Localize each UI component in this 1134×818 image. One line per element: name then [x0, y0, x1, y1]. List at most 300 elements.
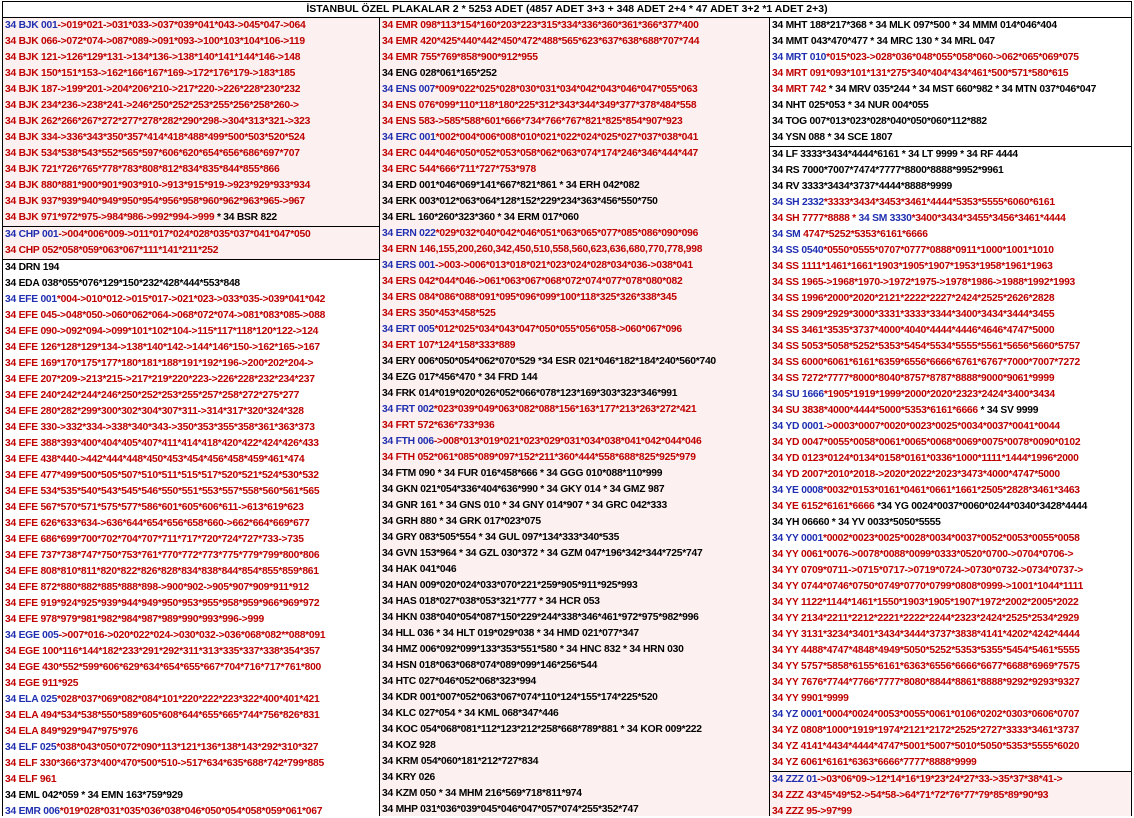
plate-line: [772, 179, 1129, 195]
plate-numbers: 34 HSN 018*063*068*074*089*099*146*256*544: [382, 660, 598, 671]
plate-numbers: 34 BJK 121->126*129*131->134*136->138*140*141*144*146->148: [5, 52, 301, 63]
plate-series-start: 34 EFE 001: [5, 294, 57, 305]
plate-series-start: 34 EMR 006: [5, 806, 60, 816]
plate-line: [5, 194, 377, 210]
plate-list-sheet: [2, 1, 1132, 816]
plate-numbers: 34 ELF 330*366*373*400*470*500*510->517*634*635*688*742*799*885: [5, 758, 324, 769]
plate-numbers: * 34 BSR 822: [214, 212, 277, 223]
plate-numbers: 34 GNR 161 * 34 GNS 010 * 34 GNY 014*907 * 34 GRC 042*333: [382, 500, 667, 511]
plate-numbers: 34 HAK 041*046: [382, 564, 457, 575]
plate-numbers: 34 EFE 534*535*540*543*545*546*550*551*553*557*558*560*561*565: [5, 486, 320, 497]
plate-numbers: *1905*1919*1999*2000*2020*2323*2424*3400*3434: [823, 389, 1055, 400]
plate-line: [382, 770, 767, 786]
plate-line: [5, 130, 377, 146]
plate-numbers: *004->010*012->015*017->021*023->033*035->039*041*042: [56, 294, 326, 305]
plate-line: [382, 354, 767, 370]
plate-numbers: 34 EFE 090->092*094->099*101*102*104->115*117*118*120*122->124: [5, 326, 319, 337]
plate-numbers: 34 BJK 066->072*074->087*089->091*093->100*103*104*106->119: [5, 36, 305, 47]
plate-line: [772, 34, 1129, 50]
plate-line: [382, 322, 767, 338]
plate-block: [3, 260, 379, 816]
plate-numbers: 34 GVN 153*964 * 34 GZL 030*372 * 34 GZM 047*196*342*344*725*747: [382, 548, 703, 559]
plate-line: [5, 114, 377, 130]
plate-line: [382, 370, 767, 386]
plate-numbers: 34 ERL 160*260*323*360 * 34 ERM 017*060: [382, 212, 579, 223]
plate-line: [382, 642, 767, 658]
plate-series-start: 34 SU 1666: [772, 389, 824, 400]
plate-numbers: *3333*3434*3453*3461*4444*5353*5555*6060*6161: [823, 197, 1055, 208]
plate-series-start: 34 YE 0008: [772, 485, 824, 496]
plate-line: [382, 658, 767, 674]
plate-line: [382, 594, 767, 610]
plate-line: [382, 674, 767, 690]
column-3: [770, 18, 1131, 816]
plate-line: [772, 82, 1129, 98]
plate-line: [772, 611, 1129, 627]
plate-line: [382, 466, 767, 482]
plate-numbers: 34 HLL 036 * 34 HLT 019*029*038 * 34 HMD 021*077*347: [382, 628, 639, 639]
plate-line: [382, 386, 767, 402]
plate-line: [382, 706, 767, 722]
plate-line: [5, 756, 377, 772]
plate-numbers: 34 SS 3461*3535*3737*4000*4040*4444*4446*4646*4747*5000: [772, 325, 1055, 336]
plate-series-start: 34 SM: [772, 229, 801, 240]
plate-numbers: ->019*021->031*033->037*039*041*043->045*047->064: [57, 20, 306, 31]
plate-numbers: 34 ERD 001*046*069*141*667*821*861 * 34 ERH 042*082: [382, 180, 640, 191]
plate-numbers: 34 ZZZ 95->97*99: [772, 806, 852, 816]
plate-line: [5, 98, 377, 114]
plate-line: [772, 691, 1129, 707]
plate-line: [5, 260, 377, 276]
plate-numbers: 34 RV 3333*3434*3737*4444*8888*9999: [772, 181, 953, 192]
plate-numbers: 34 YD 0047*0055*0058*0061*0065*0068*0069*0075*0078*0090*0102: [772, 437, 1081, 448]
plate-numbers: 34 ENS 583->585*588*601*666*734*766*767*821*825*854*907*923: [382, 116, 683, 127]
plate-block: [770, 18, 1131, 147]
plate-line: [382, 578, 767, 594]
plate-line: [5, 162, 377, 178]
plate-line: [5, 612, 377, 628]
plate-numbers: 34 HAN 009*020*024*033*070*221*259*905*911*925*993: [382, 580, 638, 591]
plate-line: [5, 548, 377, 564]
plate-line: [382, 418, 767, 434]
plate-numbers: ->004*006*009->011*017*024*028*035*037*041*047*050: [58, 229, 311, 240]
plate-numbers: 34 YZ 6061*6161*6363*6666*7777*8888*9999: [772, 757, 977, 768]
plate-line: [382, 530, 767, 546]
plate-line: [5, 276, 377, 292]
plate-line: [382, 98, 767, 114]
plate-numbers: 34 RS 7000*7007*7474*7777*8800*8888*9952*9961: [772, 165, 1004, 176]
plate-line: [772, 275, 1129, 291]
plate-numbers: 34 EFE 240*242*244*246*250*252*253*255*257*258*272*275*277: [5, 390, 300, 401]
plate-line: [382, 178, 767, 194]
plate-line: [772, 163, 1129, 179]
plate-line: [772, 563, 1129, 579]
plate-line: [772, 499, 1129, 515]
plate-line: [382, 82, 767, 98]
page-title: İSTANBUL ÖZEL PLAKALAR 2 * 5253 ADET (4857 ADET 3+3 + 348 ADET 2+4 * 47 ADET 3+2 *1 ADET 2+3): [3, 2, 1131, 18]
plate-series-start: 34 ELA 025: [5, 694, 58, 705]
plate-line: [772, 739, 1129, 755]
plate-line: [382, 610, 767, 626]
plate-line: [382, 290, 767, 306]
plate-line: [772, 643, 1129, 659]
plate-numbers: 34 ERK 003*012*063*064*128*152*229*234*363*456*550*750: [382, 196, 658, 207]
plate-numbers: 34 EFE 626*633*634->636*644*654*656*658*660->662*664*669*677: [5, 518, 310, 529]
plate-line: [382, 34, 767, 50]
plate-numbers: 34 YE 6152*6161*6666: [772, 501, 875, 512]
plate-numbers: *0550*0555*0707*0777*0888*0911*1000*1001*1010: [823, 245, 1054, 256]
plate-numbers: 34 MHT 188*217*368 * 34 MLK 097*500 * 34 MMM 014*046*404: [772, 20, 1057, 31]
plate-numbers: 34 YSN 088 * 34 SCE 1807: [772, 132, 893, 143]
plate-line: [5, 146, 377, 162]
plate-numbers: *023*039*049*063*082*088*156*163*177*213*263*272*421: [433, 404, 697, 415]
plate-line: [5, 324, 377, 340]
plate-line: [772, 18, 1129, 34]
plate-numbers: 34 YH 06660 * 34 YV 0033*5050*5555: [772, 517, 941, 528]
plate-line: [382, 754, 767, 770]
plate-line: [382, 258, 767, 274]
plate-line: [772, 659, 1129, 675]
plate-numbers: * 34 SV 9999: [977, 405, 1039, 416]
plate-line: [382, 786, 767, 802]
plate-numbers: * 34 MRV 035*244 * 34 MST 660*982 * 34 MTN 037*046*047: [826, 84, 1097, 95]
plate-numbers: 34 EGE 100*116*144*182*233*291*292*311*313*335*337*338*354*357: [5, 646, 320, 657]
plate-line: [772, 98, 1129, 114]
plate-line: [382, 738, 767, 754]
plate-line: [382, 18, 767, 34]
plate-line: [5, 580, 377, 596]
plate-numbers: 34 ERS 084*086*088*091*095*096*099*100*118*325*326*338*345: [382, 292, 677, 303]
plate-line: [382, 802, 767, 816]
plate-line: [772, 419, 1129, 435]
plate-line: [382, 274, 767, 290]
plate-line: [5, 708, 377, 724]
plate-numbers: 34 EFE 477*499*500*505*507*510*511*515*517*520*521*524*530*532: [5, 470, 319, 481]
plate-line: [772, 387, 1129, 403]
plate-line: [772, 451, 1129, 467]
plate-numbers: 34 HAS 018*027*038*053*321*777 * 34 HCR 053: [382, 596, 600, 607]
plate-line: [772, 211, 1129, 227]
plate-line: [5, 532, 377, 548]
plate-series-start: 34 YD 0001: [772, 421, 824, 432]
plate-line: [772, 291, 1129, 307]
plate-numbers: 34 SU 3838*4000*4444*5000*5353*6161*6666: [772, 405, 978, 416]
plate-numbers: 34 KLC 027*054 * 34 KML 068*347*446: [382, 708, 559, 719]
plate-block: [770, 147, 1131, 772]
plate-numbers: *0032*0153*0161*0461*0661*1661*2505*2828*3461*3463: [823, 485, 1080, 496]
plate-numbers: 34 MRT 091*093*101*131*275*340*404*434*461*500*571*580*615: [772, 68, 1069, 79]
plate-line: [772, 467, 1129, 483]
plate-numbers: 34 BJK 234*236->238*241->246*250*252*253*255*256*258*260->: [5, 100, 299, 111]
plate-line: [382, 210, 767, 226]
plate-numbers: ->003->006*013*018*021*023*024*028*034*036->038*041: [435, 260, 693, 271]
plate-numbers: 34 YY 3131*3234*3401*3434*3444*3737*3838*4141*4202*4242*4444: [772, 629, 1080, 640]
plate-line: [382, 722, 767, 738]
plate-numbers: 34 HMZ 006*092*099*133*353*551*580 * 34 HNC 832 * 34 HRN 030: [382, 644, 684, 655]
plate-line: [382, 498, 767, 514]
plate-numbers: 34 MHP 031*036*039*045*046*047*057*074*255*352*747: [382, 804, 639, 815]
plate-line: [5, 66, 377, 82]
plate-numbers: 34 EFE 919*924*925*939*944*949*950*953*955*958*959*966*969*972: [5, 598, 320, 609]
plate-line: [5, 644, 377, 660]
plate-block: [770, 772, 1131, 816]
plate-numbers: 34 KDR 001*007*052*063*067*074*110*124*155*174*225*520: [382, 692, 658, 703]
plate-line: [772, 323, 1129, 339]
plate-line: [772, 723, 1129, 739]
plate-numbers: 34 EFE 808*810*811*820*822*826*828*834*838*844*854*855*859*861: [5, 566, 319, 577]
plate-numbers: 34 SS 1965->1968*1970->1972*1975->1978*1986->1988*1992*1993: [772, 277, 1076, 288]
plate-series-start: 34 ZZZ 01: [772, 774, 818, 785]
plate-numbers: *019*028*031*035*036*038*046*050*054*058*059*061*067: [59, 806, 323, 816]
plate-series-start: 34 FTH 006: [382, 436, 434, 447]
plate-line: [382, 130, 767, 146]
plate-line: [772, 755, 1129, 771]
plate-series-start: 34 YZ 0001: [772, 709, 823, 720]
plate-line: [772, 531, 1129, 547]
plate-line: [5, 484, 377, 500]
plate-numbers: 34 ERN 146,155,200,260,342,450,510,558,560,623,636,680,770,778,998: [382, 244, 703, 255]
plate-numbers: 34 ERT 107*124*158*333*889: [382, 340, 516, 351]
plate-line: [5, 243, 377, 259]
plate-numbers: 34 BJK 150*151*153->162*166*167*169->172*176*179->183*185: [5, 68, 296, 79]
plate-line: [772, 130, 1129, 146]
plate-line: [5, 210, 377, 226]
plate-numbers: 34 FRT 572*636*733*936: [382, 420, 495, 431]
plate-series-start: 34 ELF 025: [5, 742, 57, 753]
plate-numbers: 34 YZ 0808*1000*1919*1974*2121*2172*2525*2727*3333*3461*3737: [772, 725, 1080, 736]
plate-series-start: 34 CHP 001: [5, 229, 59, 240]
plate-numbers: 34 ERS 350*453*458*525: [382, 308, 496, 319]
plate-numbers: 34 LF 3333*3434*4444*6161 * 34 LT 9999 * 34 RF 4444: [772, 149, 1018, 160]
plate-line: [772, 788, 1129, 804]
plate-line: [5, 420, 377, 436]
plate-numbers: 34 EFE 388*393*400*404*405*407*411*414*418*420*422*424*426*433: [5, 438, 319, 449]
plate-numbers: 34 SS 5053*5058*5252*5353*5454*5534*5555*5561*5656*5660*5757: [772, 341, 1080, 352]
plate-series-start: 34 ERS 001: [382, 260, 436, 271]
plate-numbers: *3400*3434*3455*3456*3461*4444: [911, 213, 1066, 224]
plate-line: [382, 434, 767, 450]
plate-line: [772, 259, 1129, 275]
plate-numbers: 34 YD 2007*2010*2018->2020*2022*2023*3473*4000*4747*5000: [772, 469, 1060, 480]
plate-numbers: 34 EGE 430*552*599*606*629*634*654*655*667*704*716*717*761*800: [5, 662, 322, 673]
plate-line: [382, 50, 767, 66]
plate-series-start: 34 ERT 005: [382, 324, 435, 335]
plate-numbers: 34 YY 1122*1144*1461*1550*1903*1905*1907*1972*2002*2005*2022: [772, 597, 1079, 608]
plate-numbers: 34 DRN 194: [5, 262, 60, 273]
plate-numbers: 34 EMR 420*425*440*442*450*472*488*565*623*637*638*688*707*744: [382, 36, 700, 47]
plate-numbers: 34 BJK 880*881*900*901*903*910->913*915*919->923*929*933*934: [5, 180, 311, 191]
plate-line: [772, 307, 1129, 323]
plate-numbers: ->03*06*09->12*14*16*19*23*24*27*33->35*37*38*41->: [817, 774, 1063, 785]
plate-line: [772, 147, 1129, 163]
plate-line: [5, 34, 377, 50]
plate-numbers: 34 YY 5757*5858*6155*6161*6363*6556*6666*6677*6688*6969*7575: [772, 661, 1080, 672]
plate-numbers: 34 EFE 169*170*175*177*180*181*188*191*192*196->200*202*204->: [5, 358, 314, 369]
plate-line: [382, 306, 767, 322]
plate-line: [5, 516, 377, 532]
plate-numbers: 34 EFE 438*440->442*444*448*450*453*454*456*458*459*461*474: [5, 454, 305, 465]
plate-block: [3, 227, 379, 260]
plate-line: [772, 435, 1129, 451]
plate-numbers: 34 SS 1996*2000*2020*2121*2222*2227*2424*2525*2626*2828: [772, 293, 1055, 304]
plate-numbers: 34 MRT 742: [772, 84, 827, 95]
plate-numbers: 34 HTC 027*046*052*068*323*994: [382, 676, 536, 687]
plate-line: [382, 226, 767, 242]
plate-numbers: 34 GKN 021*054*336*404*636*990 * 34 GKY 014 * 34 GMZ 987: [382, 484, 665, 495]
plate-numbers: 34 YY 9901*9999: [772, 693, 849, 704]
plate-line: [382, 242, 767, 258]
plate-numbers: *009*022*025*028*030*031*034*042*043*046*047*055*063: [435, 84, 698, 95]
plate-line: [772, 50, 1129, 66]
plate-line: [772, 804, 1129, 816]
columns-container: [3, 18, 1131, 816]
plate-line: [5, 292, 377, 308]
plate-line: [5, 178, 377, 194]
plate-numbers: 34 EFE 280*282*299*300*302*304*307*311->314*317*320*324*328: [5, 406, 304, 417]
plate-numbers: *028*037*069*082*084*101*220*222*223*322*400*401*421: [57, 694, 320, 705]
plate-line: [5, 404, 377, 420]
plate-series-start: 34 ENS 007: [382, 84, 436, 95]
plate-numbers: 34 ELA 494*534*538*550*589*605*608*644*655*665*744*756*826*831: [5, 710, 320, 721]
plate-numbers: 34 YD 0123*0124*0134*0158*0161*0336*1000*1111*1444*1996*2000: [772, 453, 1079, 464]
plate-numbers: 34 YY 4488*4747*4848*4949*5050*5252*5353*5355*5454*5461*5555: [772, 645, 1080, 656]
plate-line: [5, 436, 377, 452]
plate-numbers: 34 FTH 052*061*085*089*097*152*211*360*444*558*688*825*925*979: [382, 452, 696, 463]
plate-numbers: 34 EFE 207*209->213*215->217*219*220*223->226*228*232*234*237: [5, 374, 315, 385]
plate-numbers: 34 NHT 025*053 * 34 NUR 004*055: [772, 100, 929, 111]
plate-line: [382, 514, 767, 530]
column-1: [3, 18, 380, 816]
plate-numbers: 4747*5252*5353*6161*6666: [800, 229, 928, 240]
plate-line: [772, 371, 1129, 387]
plate-line: [772, 595, 1129, 611]
plate-line: [5, 740, 377, 756]
plate-line: [5, 692, 377, 708]
plate-numbers: 34 BJK 187->199*201->204*206*210->217*220->226*228*230*232: [5, 84, 301, 95]
plate-numbers: 34 SS 1111*1461*1661*1903*1905*1907*1953*1958*1961*1963: [772, 261, 1053, 272]
plate-line: [772, 114, 1129, 130]
plate-numbers: 34 GRY 083*505*554 * 34 GUL 097*134*333*340*535: [382, 532, 620, 543]
plate-numbers: 34 YY 0061*0076->0078*0088*0099*0333*0520*0700->0704*0706->: [772, 549, 1074, 560]
plate-series-start: 34 EGE 005: [5, 630, 59, 641]
plate-line: [5, 18, 377, 34]
plate-line: [382, 450, 767, 466]
plate-line: [772, 772, 1129, 788]
plate-line: [772, 515, 1129, 531]
plate-numbers: 34 YZ 4141*4434*4444*4747*5001*5007*5010*5050*5353*5555*6020: [772, 741, 1080, 752]
plate-line: [5, 676, 377, 692]
plate-line: [382, 114, 767, 130]
plate-numbers: 34 EGE 911*925: [5, 678, 79, 689]
plate-numbers: *0002*0023*0025*0028*0034*0037*0052*0053*0055*0058: [822, 533, 1080, 544]
plate-numbers: 34 FTM 090 * 34 FUR 016*458*666 * 34 GGG 010*088*110*999: [382, 468, 663, 479]
plate-numbers: 34 ERC 044*046*050*052*053*058*062*063*074*174*246*346*444*447: [382, 148, 699, 159]
plate-line: [5, 564, 377, 580]
plate-line: [382, 482, 767, 498]
plate-numbers: 34 EFE 045->048*050->060*062*064->068*072*074->081*083*085->088: [5, 310, 326, 321]
plate-numbers: 34 KRY 026: [382, 772, 436, 783]
plate-line: [5, 628, 377, 644]
plate-line: [5, 500, 377, 516]
plate-numbers: *038*043*050*072*090*113*121*136*138*143*292*310*327: [56, 742, 319, 753]
plate-numbers: 34 ERY 006*050*054*062*070*529 *34 ESR 021*046*182*184*240*560*740: [382, 356, 716, 367]
plate-line: [772, 675, 1129, 691]
plate-line: [5, 596, 377, 612]
plate-line: [772, 339, 1129, 355]
plate-line: [382, 402, 767, 418]
plate-numbers: 34 EZG 017*456*470 * 34 FRD 144: [382, 372, 538, 383]
plate-numbers: 34 EMR 098*113*154*160*203*223*315*334*336*360*361*366*377*400: [382, 20, 699, 31]
plate-numbers: 34 SS 6000*6061*6161*6359*6556*6666*6761*6767*7000*7007*7272: [772, 357, 1080, 368]
plate-numbers: 34 YY 0744*0746*0750*0749*0770*0799*0808*0999->1001*1044*1111: [772, 581, 1084, 592]
plate-numbers: 34 KOC 054*068*081*112*123*212*258*668*789*881 * 34 KOR 009*222: [382, 724, 702, 735]
plate-line: [382, 338, 767, 354]
plate-line: [772, 195, 1129, 211]
plate-line: [5, 308, 377, 324]
plate-series-start: 34 ERN 022: [382, 228, 436, 239]
plate-line: [5, 372, 377, 388]
plate-series-start: 34 MRT 010: [772, 52, 827, 63]
plate-series-start: 34 YY 0001: [772, 533, 823, 544]
plate-numbers: *0004*0024*0053*0055*0061*0106*0202*0303*0606*0707: [822, 709, 1080, 720]
plate-block: [3, 18, 379, 227]
plate-numbers: *015*023->028*036*048*055*058*060->062*065*069*075: [826, 52, 1079, 63]
plate-numbers: 34 ENS 076*099*110*118*180*225*312*343*344*349*377*378*484*558: [382, 100, 697, 111]
plate-line: [5, 724, 377, 740]
plate-line: [772, 355, 1129, 371]
column-2: [380, 18, 770, 816]
plate-numbers: 34 GRH 880 * 34 GRK 017*023*075: [382, 516, 541, 527]
plate-line: [382, 546, 767, 562]
plate-numbers: 34 FRK 014*019*020*026*052*066*078*123*169*303*323*346*991: [382, 388, 678, 399]
plate-numbers: 34 YY 2134*2211*2212*2221*2222*2244*2323*2424*2525*2534*2929: [772, 613, 1080, 624]
plate-numbers: 34 EFE 872*880*882*885*888*898->900*902->905*907*909*911*912: [5, 582, 309, 593]
plate-line: [382, 626, 767, 642]
plate-numbers: ->007*016->020*022*024->030*032->036*068*082**088*091: [58, 630, 326, 641]
plate-line: [5, 772, 377, 788]
plate-numbers: 34 MMT 043*470*477 * 34 MRC 130 * 34 MRL 047: [772, 36, 995, 47]
plate-numbers: 34 YY 0709*0711->0715*0717->0719*0724->0730*0732->0734*0737->: [772, 565, 1084, 576]
plate-line: [772, 243, 1129, 259]
plate-block: [380, 18, 769, 816]
plate-numbers: 34 CHP 052*058*059*063*067*111*141*211*252: [5, 245, 219, 256]
plate-line: [382, 162, 767, 178]
plate-line: [772, 227, 1129, 243]
plate-numbers: 34 ZZZ 43*45*49*52->54*58->64*71*72*76*77*79*85*89*90*93: [772, 790, 1049, 801]
plate-numbers: ->008*013*019*021*023*029*031*034*038*041*042*044*046: [433, 436, 702, 447]
plate-line: [5, 468, 377, 484]
plate-line: [772, 403, 1129, 419]
plate-series-start: 34 BJK 001: [5, 20, 58, 31]
plate-line: [5, 82, 377, 98]
plate-numbers: *012*025*034*043*047*050*055*056*058->060*067*096: [434, 324, 682, 335]
plate-numbers: 34 EMR 755*769*858*900*912*955: [382, 52, 538, 63]
plate-series-start: 34 FRT 002: [382, 404, 434, 415]
plate-line: [772, 579, 1129, 595]
plate-numbers: 34 KZM 050 * 34 MHM 216*569*718*811*974: [382, 788, 582, 799]
plate-numbers: 34 EFE 978*979*981*982*984*987*989*990*993*996->999: [5, 614, 264, 625]
plate-line: [5, 50, 377, 66]
plate-numbers: 34 EDA 038*055*076*129*150*232*428*444*553*848: [5, 278, 240, 289]
plate-series-start: 34 SH 2332: [772, 197, 824, 208]
plate-numbers: 34 ENG 028*061*165*252: [382, 68, 497, 79]
plate-numbers: 34 ERS 042*044*046->061*063*067*068*072*074*077*078*080*082: [382, 276, 683, 287]
plate-series-start: 34 SM 3330: [858, 213, 912, 224]
plate-line: [382, 194, 767, 210]
plate-line: [772, 483, 1129, 499]
plate-series-start: 34 SS 0540: [772, 245, 824, 256]
plate-numbers: *34 YG 0024*0037*0060*0244*0340*3428*4444: [874, 501, 1088, 512]
